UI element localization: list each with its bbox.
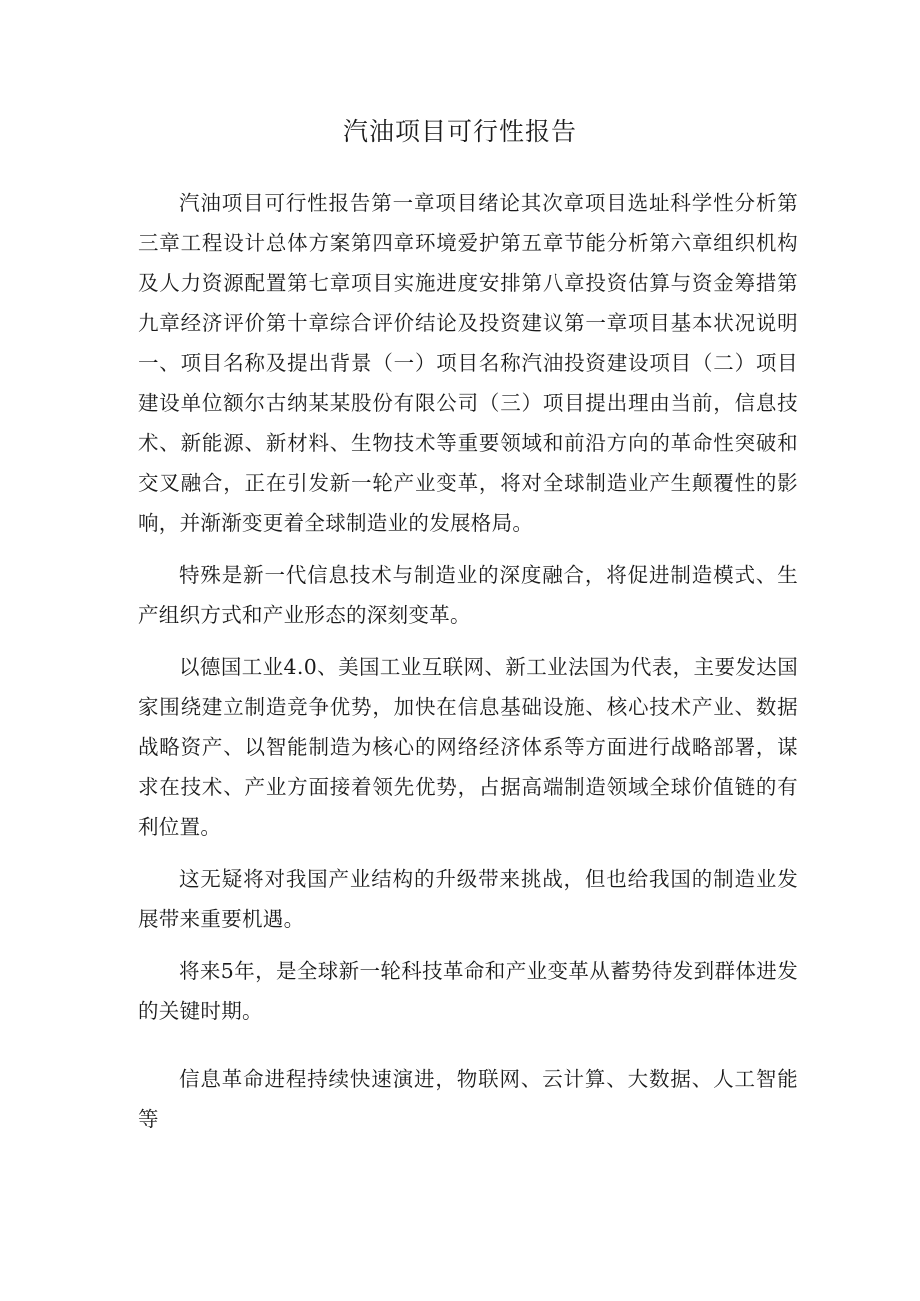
paragraph-intro: 汽油项目可行性报告第一章项目绪论其次章项目选址科学性分析第三章工程设计总体方案第四章环境爱护第五章节能分析第六章组织机构及人力资源配置第七章项目实施进度安排第八章投资估算与资金筹措第九章经济评价第十章综合评价结论及投资建议第一章项目基本状况说明一、项目名称及提出背景（一）项目名称汽油投资建设项目（二）项目建设单位额尔古纳某某股份有限公司（三）项目提出理由当前，信息技术、新能源、新材料、生物技术等重要领域和前沿方向的革命性突破和交叉融合，正在引发新一轮产业变革，将对全球制造业产生颠覆性的影响，并渐渐变更着全球制造业的发展格局。 bbox=[138, 191, 798, 535]
paragraph-information-revolution: 信息革命进程持续快速演进，物联网、云计算、大数据、人工智能等 bbox=[138, 1067, 798, 1131]
paragraph-developed-countries: 以德国工业4.0、美国工业互联网、新工业法国为代表，主要发达国家围绕建立制造竞争优势，加快在信息基础设施、核心技术产业、数据战略资产、以智能制造为核心的网络经济体系等方面进行战略部署，谋求在技术、产业方面接着领先优势，占据高端制造领域全球价值链的有利位置。 bbox=[138, 655, 798, 839]
document-body bbox=[138, 183, 798, 1139]
paragraph-next-five-years: 将来5年，是全球新一轮科技革命和产业变革从蓄势待发到群体进发的关键时期。 bbox=[138, 959, 798, 1023]
paragraph-integration: 特殊是新一代信息技术与制造业的深度融合，将促进制造模式、生产组织方式和产业形态的深刻变革。 bbox=[138, 563, 798, 627]
document-title: 汽油项目可行性报告 bbox=[342, 117, 577, 146]
paragraph-challenge: 这无疑将对我国产业结构的升级带来挑战，但也给我国的制造业发展带来重要机遇。 bbox=[138, 867, 798, 931]
